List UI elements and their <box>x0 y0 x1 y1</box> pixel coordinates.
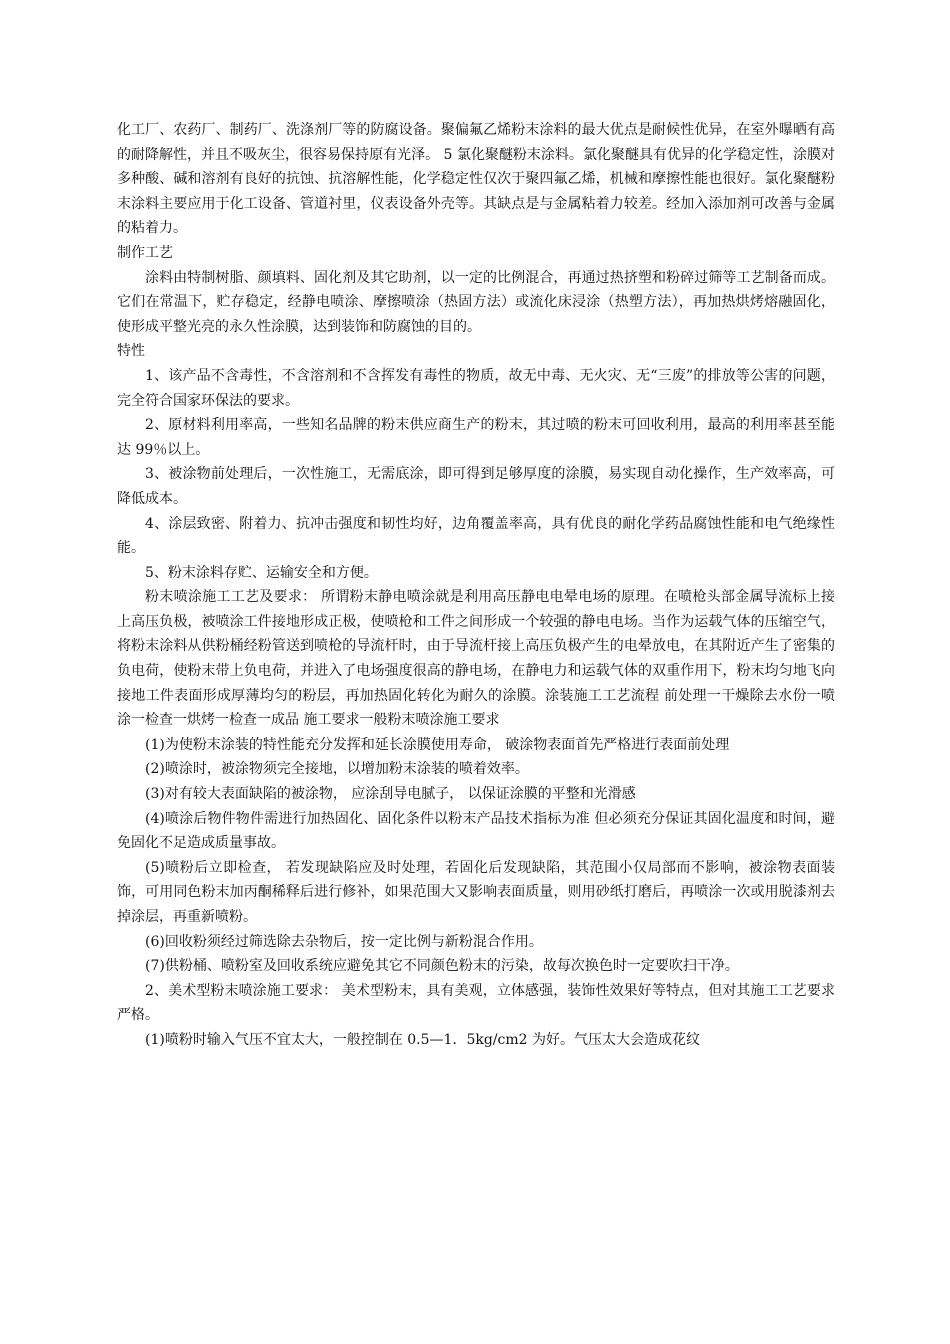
paragraph-requirement-3: (3)对有较大表面缺陷的被涂物， 应涂刮导电腻子， 以保证涂膜的平整和光滑感 <box>145 786 636 803</box>
heading-process: 制作工艺 <box>117 244 173 261</box>
paragraph-requirement-1: (1)为使粉末涂装的特性能充分发挥和延长涂膜使用寿命， 破涂物表面首先严格进行表面前处理 <box>145 736 730 753</box>
paragraph-requirement-2: (2)喷涂时，被涂物须完全接地，以增加粉末涂装的喷着效率。 <box>145 761 529 778</box>
paragraph-spray-process: 粉末喷涂施工工艺及要求： 所谓粉末静电喷涂就是利用高压静电电晕电场的原理。在喷枪头部金属导流标上接上高压负极，被喷涂工件接地形成正极，使喷枪和工件之间形成一个较强的静电电场。当作为运载气体的压缩空气，将粉末涂料从供粉桶经粉管送到喷枪的导流杆时，由于导流杆接上高压负极产生的电晕放电，在其附近产生了密集的负电荷，使粉末带上负电荷，并进入了电场强度很高的静电场，在静电力和运载气体的双重作用下，粉末均匀地飞向接地工件表面形成厚薄均匀的粉层，再加热固化转化为耐久的涂膜。涂装施工工艺流程 前处理一干燥除去水份一喷涂一检查一烘烤一检查一成品 施工要求一般粉末喷涂施工要求 <box>117 589 835 729</box>
heading-features: 特性 <box>117 343 145 360</box>
paragraph-feature-4: 4、涂层致密、附着力、抗冲击强度和韧性均好，边角覆盖率高，具有优良的耐化学药品腐蚀性能和电气绝缘性能。 <box>117 515 835 557</box>
paragraph-art-requirement-1: (1)喷粉时输入气压不宜太大，一般控制在 0.5—1．5kg/cm2 为好。气压太大会造成花纹 <box>145 1031 700 1048</box>
paragraph-feature-5: 5、粉末涂料存贮、运输安全和方便。 <box>145 564 378 581</box>
paragraph-requirement-5: (5)喷粉后立即检查， 若发现缺陷应及时处理，若固化后发现缺陷，其范围小仅局部而不影响，被涂物表面装饰，可用同色粉末加丙酮稀释后进行修补，如果范围大又影响表面质量，则用砂纸打磨后，再喷涂一次或用脱漆剂去掉涂层，再重新喷粉。 <box>117 859 835 925</box>
paragraph-feature-3: 3、被涂物前处理后，一次性施工，无需底涂，即可得到足够厚度的涂膜，易实现自动化操作，生产效率高，可降低成本。 <box>117 466 835 507</box>
paragraph-pvdf-chlorinated-polyether: 化工厂、农药厂、制药厂、洗涤剂厂等的防腐设备。聚偏氟乙烯粉末涂料的最大优点是耐候性优异，在室外曝晒有高的耐降解性，并且不吸灰尘，很容易保持原有光泽。 5 氯化聚醚粉末涂料。氯化聚醚具有优异的化学稳定性，涂膜对多种酸、碱和溶剂有良好的抗蚀、抗溶解性能，化学稳定性仅次于聚四氟乙烯，机械和摩擦性能也很好。氯化聚醚粉末涂料主要应用于化工设备、管道衬里，仪表设备外壳等。其缺点是与金属粘着力较差。经加入添加剂可改善与金属的粘着力。 <box>117 122 835 237</box>
paragraph-art-powder: 2、美术型粉末喷涂施工要求： 美术型粉末，具有美观，立体感强，装饰性效果好等特点，但对其施工工艺要求严格。 <box>117 982 835 1024</box>
paragraph-requirement-7: (7)供粉桶、喷粉室及回收系统应避免其它不同颜色粉末的污染，故每次换色时一定要吹扫干净。 <box>145 958 739 975</box>
paragraph-requirement-6: (6)回收粉须经过筛选除去杂物后，按一定比例与新粉混合作用。 <box>145 933 543 950</box>
paragraph-requirement-4: (4)喷涂后物件物件需进行加热固化、固化条件以粉末产品技术指标为准 但必须充分保证其固化温度和时间，避免固化不足造成质量事故。 <box>117 810 835 852</box>
paragraph-feature-1: 1、该产品不含毒性，不含溶剂和不含挥发有毒性的物质，故无中毒、无火灾、无“三废”的排放等公害的问题，完全符合国家环保法的要求。 <box>117 367 835 409</box>
paragraph-feature-2: 2、原材料利用率高，一些知名品牌的粉末供应商生产的粉末，其过喷的粉末可回收利用，最高的利用率甚至能达 99％以上。 <box>117 417 835 458</box>
paragraph-process-description: 涂料由特制树脂、颜填料、固化剂及其它助剂，以一定的比例混合，再通过热挤塑和粉碎过筛等工艺制备而成。它们在常温下，贮存稳定，经静电喷涂、摩擦喷涂（热固方法）或流化床浸涂（热塑方法），再加热烘烤熔融固化，使形成平整光亮的永久性涂膜，达到装饰和防腐蚀的目的。 <box>117 269 835 335</box>
document-body <box>117 118 835 1053</box>
